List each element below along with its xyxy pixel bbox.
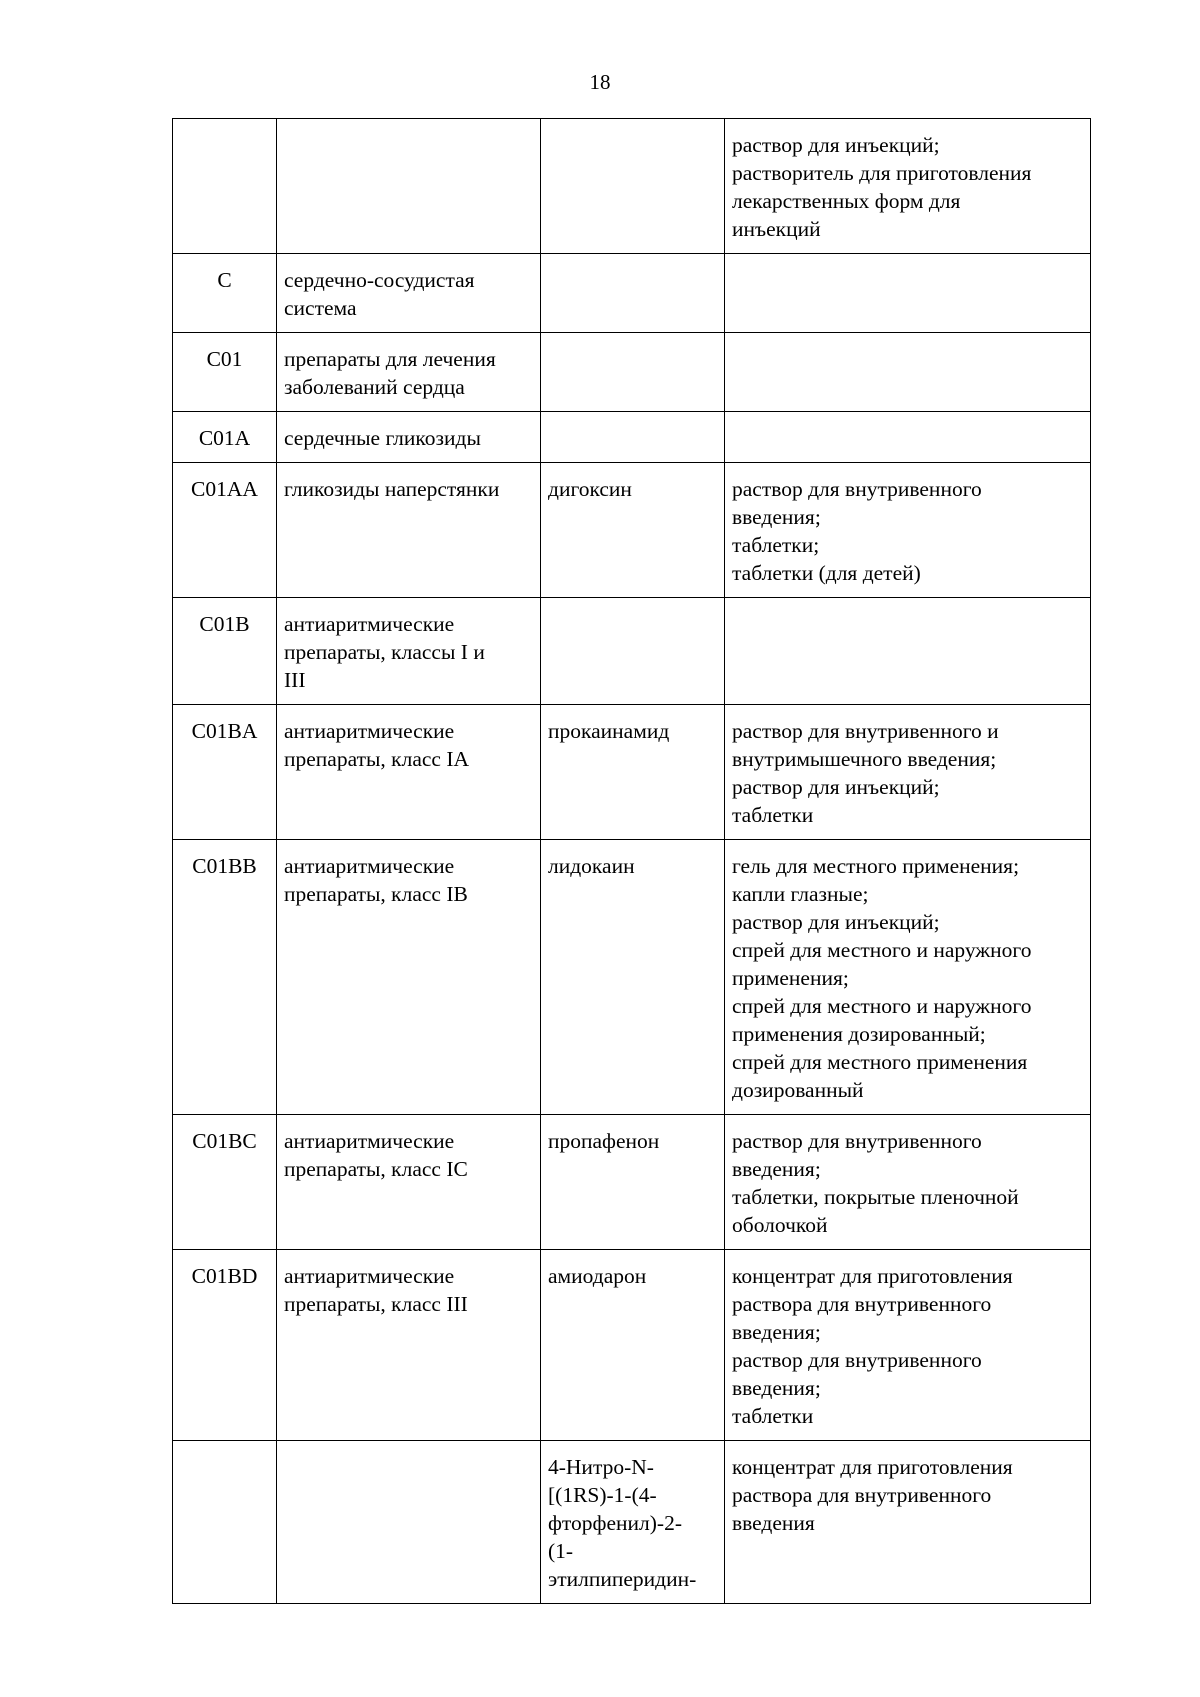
cell-line: применения; (732, 966, 849, 990)
cell-line: препараты для лечения (284, 347, 496, 371)
dosage-forms-cell (725, 840, 1091, 1115)
cell-line: лекарственных форм для (732, 189, 961, 213)
cell-line: III (284, 668, 306, 692)
cell-line: таблетки; (732, 533, 820, 557)
cell-line: оболочкой (732, 1213, 828, 1237)
cell-line: препараты, класс IC (284, 1157, 468, 1181)
cell-line: антиаритмические (284, 719, 455, 743)
cell-line: [(1RS)-1-(4- (548, 1483, 657, 1507)
cell-line: раствор для инъекций; (732, 910, 940, 934)
atc-code-cell (173, 119, 277, 254)
cell-line: пропафенон (548, 1129, 660, 1153)
atc-code-cell (173, 333, 277, 412)
cell-text: C01BB (192, 854, 257, 878)
drug-name-cell (541, 333, 725, 412)
cell-text: C (217, 268, 232, 292)
cell-line: таблетки (732, 1404, 814, 1428)
table-row (173, 1441, 1091, 1604)
cell-line: антиаритмические (284, 1264, 455, 1288)
atc-code-cell (173, 840, 277, 1115)
cell-text: C01BA (191, 719, 258, 743)
cell-line: система (284, 296, 357, 320)
atc-code-cell (173, 412, 277, 463)
dosage-forms-cell (725, 119, 1091, 254)
table-row (173, 119, 1091, 254)
cell-text: C01AA (191, 477, 258, 501)
dosage-forms-cell (725, 598, 1091, 705)
cell-line: раствор для внутривенного (732, 1348, 982, 1372)
cell-line: спрей для местного и наружного (732, 994, 1032, 1018)
cell-line: препараты, класс III (284, 1292, 468, 1316)
atc-code-cell (173, 705, 277, 840)
dosage-forms-cell (725, 705, 1091, 840)
dosage-forms-cell (725, 412, 1091, 463)
cell-line: (1- (548, 1539, 574, 1563)
cell-line: введения; (732, 1376, 821, 1400)
dosage-forms-cell (725, 1250, 1091, 1441)
atc-code-cell (173, 1250, 277, 1441)
atc-code-cell (173, 254, 277, 333)
dosage-forms-cell (725, 333, 1091, 412)
table-row (173, 1115, 1091, 1250)
cell-line: капли глазные; (732, 882, 869, 906)
cell-line: концентрат для приготовления (732, 1264, 1013, 1288)
cell-line: введения; (732, 505, 821, 529)
drug-classification-table (172, 118, 1091, 1604)
drug-name-cell (541, 598, 725, 705)
cell-line: антиаритмические (284, 1129, 455, 1153)
cell-line: препараты, класс IA (284, 747, 470, 771)
anatomical-group-cell (277, 1441, 541, 1604)
cell-line: дозированный (732, 1078, 864, 1102)
atc-code-cell (173, 1115, 277, 1250)
cell-line: заболеваний сердца (284, 375, 465, 399)
cell-text: C01BD (191, 1264, 258, 1288)
cell-line: спрей для местного применения (732, 1050, 1028, 1074)
table-row (173, 463, 1091, 598)
anatomical-group-cell (277, 598, 541, 705)
cell-line: инъекций (732, 217, 821, 241)
cell-text: C01BC (192, 1129, 257, 1153)
dosage-forms-cell (725, 463, 1091, 598)
anatomical-group-cell (277, 463, 541, 598)
cell-line: введения; (732, 1157, 821, 1181)
anatomical-group-cell (277, 119, 541, 254)
cell-line: препараты, классы I и (284, 640, 485, 664)
cell-line: фторфенил)-2- (548, 1511, 682, 1535)
atc-code-cell (173, 463, 277, 598)
table-row (173, 412, 1091, 463)
anatomical-group-cell (277, 840, 541, 1115)
cell-line: раствора для внутривенного (732, 1483, 992, 1507)
anatomical-group-cell (277, 1250, 541, 1441)
drug-name-cell (541, 840, 725, 1115)
dosage-forms-cell (725, 1115, 1091, 1250)
atc-code-cell (173, 1441, 277, 1604)
cell-line: прокаинамид (548, 719, 670, 743)
anatomical-group-cell (277, 254, 541, 333)
cell-line: введения (732, 1511, 815, 1535)
atc-code-cell (173, 598, 277, 705)
cell-line: раствора для внутривенного (732, 1292, 992, 1316)
cell-line: таблетки, покрытые пленочной (732, 1185, 1019, 1209)
cell-line: амиодарон (548, 1264, 647, 1288)
cell-text: C01 (206, 347, 243, 371)
cell-line: сердечно-сосудистая (284, 268, 475, 292)
cell-line: раствор для внутривенного (732, 1129, 982, 1153)
drug-name-cell (541, 705, 725, 840)
table-row (173, 333, 1091, 412)
cell-line: растворитель для приготовления (732, 161, 1032, 185)
cell-line: сердечные гликозиды (284, 426, 481, 450)
anatomical-group-cell (277, 333, 541, 412)
drug-name-cell (541, 119, 725, 254)
drug-name-cell (541, 1250, 725, 1441)
table-body (173, 119, 1091, 1604)
table-row (173, 254, 1091, 333)
anatomical-group-cell (277, 705, 541, 840)
cell-line: таблетки (для детей) (732, 561, 921, 585)
cell-line: 4-Нитро-N- (548, 1455, 654, 1479)
cell-line: антиаритмические (284, 612, 455, 636)
dosage-forms-cell (725, 1441, 1091, 1604)
cell-line: гель для местного применения; (732, 854, 1020, 878)
cell-line: раствор для внутривенного и (732, 719, 999, 743)
anatomical-group-cell (277, 412, 541, 463)
drug-name-cell (541, 1115, 725, 1250)
cell-line: таблетки (732, 803, 814, 827)
cell-line: этилпиперидин- (548, 1567, 697, 1591)
drug-name-cell (541, 254, 725, 333)
cell-line: препараты, класс IB (284, 882, 468, 906)
table-row (173, 840, 1091, 1115)
drug-name-cell (541, 1441, 725, 1604)
cell-text: C01A (198, 426, 251, 450)
page-number: 18 (589, 70, 611, 94)
dosage-forms-cell (725, 254, 1091, 333)
cell-line: гликозиды наперстянки (284, 477, 500, 501)
cell-text: C01B (199, 612, 250, 636)
cell-line: антиаритмические (284, 854, 455, 878)
cell-line: введения; (732, 1320, 821, 1344)
cell-line: раствор для инъекций; (732, 133, 940, 157)
cell-line: применения дозированный; (732, 1022, 986, 1046)
table-row (173, 1250, 1091, 1441)
cell-line: раствор для внутривенного (732, 477, 982, 501)
drug-name-cell (541, 412, 725, 463)
table-row (173, 705, 1091, 840)
table-row (173, 598, 1091, 705)
cell-line: концентрат для приготовления (732, 1455, 1013, 1479)
cell-line: дигоксин (548, 477, 632, 501)
cell-line: лидокаин (548, 854, 635, 878)
cell-line: раствор для инъекций; (732, 775, 940, 799)
cell-line: спрей для местного и наружного (732, 938, 1032, 962)
drug-name-cell (541, 463, 725, 598)
cell-line: внутримышечного введения; (732, 747, 997, 771)
anatomical-group-cell (277, 1115, 541, 1250)
